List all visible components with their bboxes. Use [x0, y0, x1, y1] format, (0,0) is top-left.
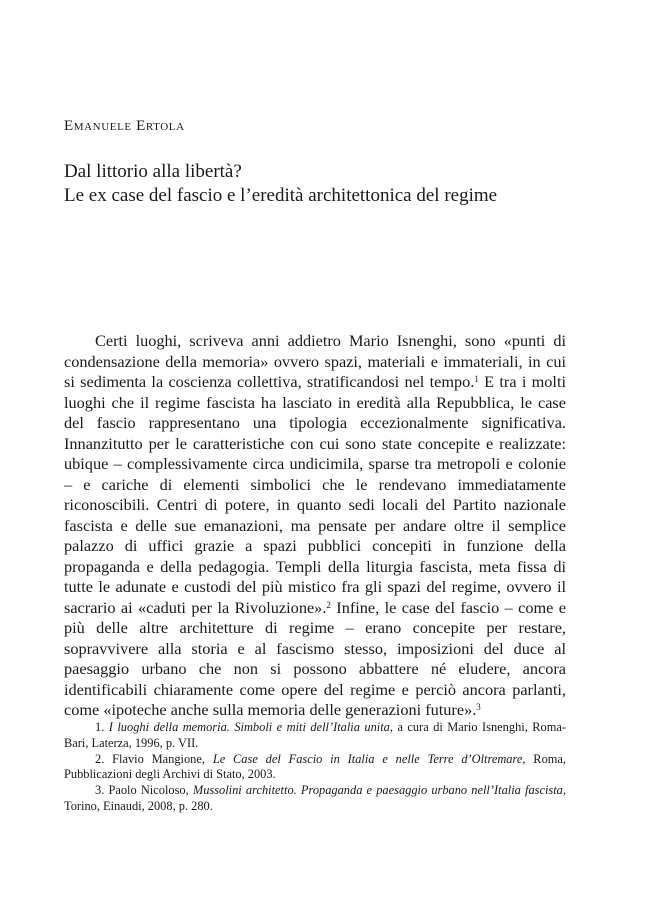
footnote-author: Flavio Mangione, [112, 751, 213, 766]
footnote-2 [64, 752, 566, 784]
body-paragraph [64, 331, 566, 721]
chapter-title [64, 160, 497, 208]
footnote-title: Le Case del Fascio in Italia e nelle Terre d’Oltremare, [212, 751, 526, 766]
chapter-title-line-1: Dal littorio alla libertà? [64, 161, 242, 182]
footnote-number: 3. [95, 783, 105, 798]
footnote-ref-3[interactable]: 3 [476, 702, 481, 712]
body-text-part-2: E tra i molti luoghi che il regime fascista ha lasciato in eredità alla Repubblica, le case del fascio rappresentano una tipologia eccezionalmente significativa. Innanzitutto per le caratteristiche con cui sono state concepite e realizzate: ubique – complessivamente circa undicimila, sparse tra metropoli e colonie – e cariche di elementi simbolici che le rendevano immediatamente riconoscibili. Centri di potere, in quanto sedi locali del Partito nazionale fascista e delle sue emanazioni, ma pensate per andare oltre il semplice palazzo di uffici grazie a spazi pubblici concepiti in funzione della propaganda e della pedagogia. Templi della liturgia fascista, meta fissa di tutte le adunate e custodi del più mistico fra gli spazi del regime, ovvero il sacrario ai «caduti per la Rivoluzione». [64, 372, 567, 617]
author-name: Emanuele Ertola [64, 118, 185, 134]
footnotes-section [64, 720, 566, 815]
footnote-citation: , Torino, Einaudi, 2008, p. 280. [64, 783, 566, 813]
body-text-part-1: Certi luoghi, scriveva anni addietro Mario Isnenghi, sono «punti di condensazione della memoria» ovvero spazi, materiali e immateriali, in cui si sedimenta la coscienza collettiva, stratificandosi nel tempo. [64, 331, 566, 391]
footnote-ref-2[interactable]: 2 [326, 599, 331, 610]
footnote-ref-1[interactable]: 1 [474, 374, 479, 384]
footnote-3 [64, 783, 566, 815]
footnote-title: Mussolini architetto. Propaganda e paesaggio urbano nell’Italia fascista [192, 783, 563, 798]
footnote-citation: , a cura di Mario Isnenghi, Roma-Bari, Laterza, 1996, p. VII. [64, 720, 566, 750]
chapter-title-line-2: Le ex case del fascio e l’eredità architettonica del regime [64, 185, 498, 206]
footnote-title: I luoghi della memoria. Simboli e miti dell’Italia unita [108, 720, 390, 734]
footnote-number: 1. [95, 720, 105, 734]
footnote-author: Paolo Nicoloso, [108, 783, 193, 798]
footnote-number: 2. [95, 751, 105, 766]
footnote-1 [64, 720, 566, 752]
footnote-citation: Roma, Pubblicazioni degli Archivi di Stato, 2003. [64, 751, 566, 782]
body-text-part-3: Infine, le case del fascio – come e più delle altre architetture di regime – erano concepite per restare, sopravvivere alla storia e al fascismo stesso, imposizioni del duce al paesaggio urbano che non si possono abbattere né eludere, ancora identificabili chiaramente come opere del regime e perciò ancora parlanti, come «ipoteche anche sulla memoria delle generazioni future». [64, 597, 566, 719]
